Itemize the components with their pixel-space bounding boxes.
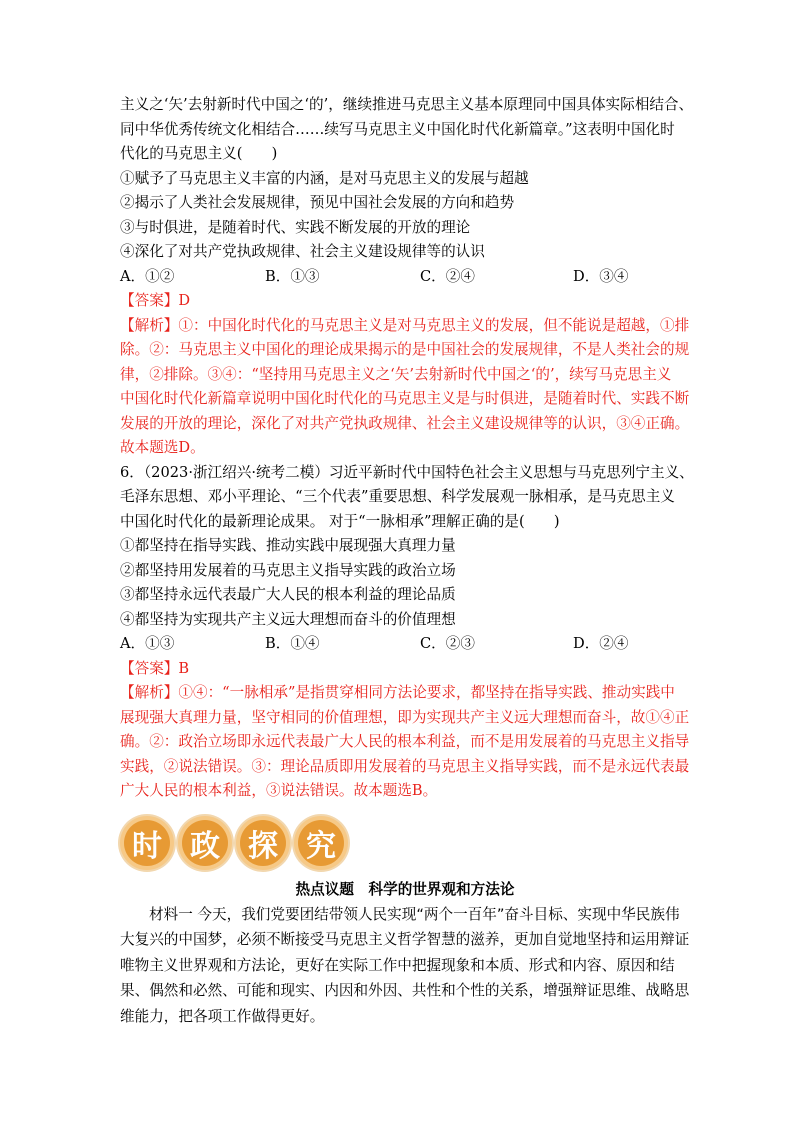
analysis-line: 【解析】①：中国化时代化的马克思主义是对马克思主义的发展，但不能说是超越，①排 [120,316,690,334]
question-6-analysis [120,681,690,804]
banner-char: 探 [240,820,286,866]
statement: ②揭示了人类社会发展规律，预见中国社会发展的方向和趋势 [120,194,515,211]
stem-line: 6．（2023·浙江绍兴·统考二模）习近平新时代中国特色社会主义思想与马克思列宁主义、 [120,463,694,481]
question-6-options [120,632,690,657]
statement: ①都坚持在指导实践、推动实践中展现强大真理力量 [120,537,456,554]
banner-char: 究 [298,820,344,866]
material-paragraph: 材料一 今天，我们党要团结带领人民实现“两个一百年”奋斗目标、实现中华民族伟大复兴的中国梦，必须不断接受马克思主义哲学智慧的滋养，更加自觉地坚持和运用辩证唯物主义世界观和方法论，更好在实际工作中把握现象和本质、形式和内容、原因和结果、偶然和必然、可能和现实、内因和外因、共性和个性的关系，增强辩证思维、战略思维能力，把各项工作做得更好。 [120,905,690,1025]
stem-line: 同中华优秀传统文化相结合……续写马克思主义中国化时代化新篇章。”这表明中国化时 [120,120,675,138]
option-d: D．②④ [573,635,629,652]
analysis-line: 除。②：马克思主义中国化的理论成果揭示的是中国社会的发展规律，不是人类社会的规 [120,341,690,358]
banner-char: 政 [182,820,228,866]
analysis-line: 律，②排除。③④：“坚持用马克思主义之‘矢’去射新时代中国之‘的’，续写马克思主义 [120,365,672,383]
statement: ①赋予了马克思主义丰富的内涵，是对马克思主义的发展与超越 [120,169,529,187]
stem-line: 代化的马克思主义( ) [120,145,278,162]
question-6-statements [120,534,690,632]
analysis-line: 广大人民的根本利益，③说法错误。故本题选B。 [120,782,438,799]
analysis-line: 确。②：政治立场即永远代表最广大人民的根本利益，而不是用发展着的马克思主义指导 [120,733,690,750]
statement: ③都坚持永远代表最广大人民的根本利益的理论品质 [120,586,456,603]
page-content [120,93,694,1029]
question-6-stem [120,461,694,535]
analysis-line: 实践，②说法错误。③：理论品质即用发展着的马克思主义指导实践，而不是永远代表最 [120,757,690,775]
statement: ②都坚持用发展着的马克思主义指导实践的政治立场 [120,561,456,579]
question-5-stem [120,93,694,167]
analysis-line: 【解析】①④：“一脉相承”是指贯穿相同方法论要求，都坚持在指导实践、推动实践中 [120,684,675,701]
option-a: A．①② [120,267,175,285]
analysis-line: 故本题选D。 [120,439,205,456]
analysis-line: 展现强大真理力量，坚守相同的价值理想，即为实现共产主义远大理想而奋斗，故①④正 [120,708,690,726]
statement: ④都坚持为实现共产主义远大理想而奋斗的价值理想 [120,610,456,628]
question-5-options [120,265,690,290]
option-a: A．①③ [120,635,175,652]
question-5-analysis [120,314,690,461]
statement: ④深化了对共产党执政规律、社会主义建设规律等的认识 [120,243,485,260]
stem-line: 中国化时代化的最新理论成果。 对于“一脉相承”理解正确的是( ) [120,512,560,530]
question-5-answer: 【答案】D [120,292,191,309]
analysis-line: 中国化时代化新篇章说明中国化时代化的马克思主义是与时俱进，是随着时代、实践不断 [120,390,690,407]
option-c: C．②③ [420,635,475,652]
stem-line: 毛泽东思想、邓小平理论、“三个代表”重要思想、科学发展观一脉相承，是马克思主义 [120,488,675,505]
current-affairs-banner [120,812,690,874]
section-title: 热点议题 科学的世界观和方法论 [295,880,515,898]
statement: ③与时俱进，是随着时代、实践不断发展的开放的理论 [120,218,471,236]
question-6-answer: 【答案】B [120,659,190,677]
stem-line: 主义之‘矢’去射新时代中国之‘的’，继续推进马克思主义基本原理同中国具体实际相结合、 [120,96,694,113]
analysis-line: 发展的开放的理论，深化了对共产党执政规律、社会主义建设规律等的认识，③④正确。 [120,414,690,432]
option-b: B．①④ [265,635,320,652]
question-5-statements [120,167,690,265]
option-d: D．③④ [573,267,629,285]
banner-char: 时 [124,820,170,866]
option-b: B．①③ [265,267,320,285]
option-c: C．②④ [420,267,475,285]
